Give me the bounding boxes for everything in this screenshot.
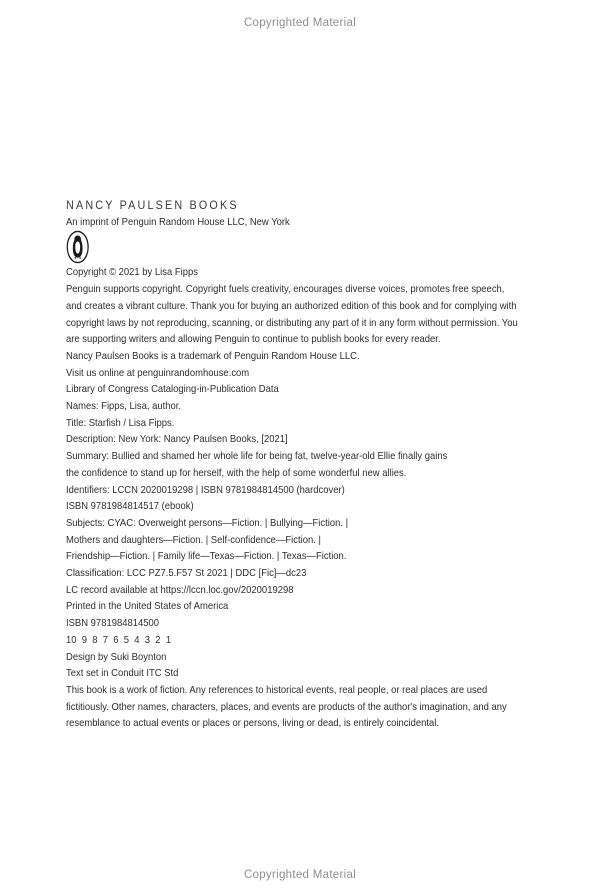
imprint-line: An imprint of Penguin Random House LLC, New York (66, 215, 290, 228)
cip-line: Subjects: CYAC: Overweight persons—Fiction. | Bullying—Fiction. | (66, 516, 349, 529)
cip-line: Mothers and daughters—Fiction. | Self-confidence—Fiction. | (66, 533, 321, 546)
cip-block (66, 381, 518, 598)
copyright-line: Copyright © 2021 by Lisa Fipps (66, 266, 198, 279)
cip-line: Identifiers: LCCN 2020019298 | ISBN 9781984814500 (hardcover) (66, 483, 345, 496)
print-run-line: 10 9 8 7 6 5 4 3 2 1 (66, 633, 172, 646)
cip-line: Title: Starfish / Lisa Fipps. (66, 416, 175, 429)
cip-line: Names: Fipps, Lisa, author. (66, 400, 182, 413)
copyright-page-content (66, 197, 518, 732)
cip-line: Friendship—Fiction. | Family life—Texas—Fiction. | Texas—Fiction. (66, 550, 347, 563)
watermark-bottom: Copyrighted Material (243, 869, 357, 881)
colophon-block (66, 649, 518, 733)
cip-line: Classification: LCC PZ7.5.F57 St 2021 | DDC [Fic]—dc23 (66, 567, 307, 580)
trademark-line: Nancy Paulsen Books is a trademark of Penguin Random House LLC. (66, 349, 360, 362)
typeface-credit: Text set in Conduit ITC Std (66, 667, 179, 680)
cip-line: Description: New York: Nancy Paulsen Books, [2021] (66, 433, 288, 446)
publisher-name: NANCY PAULSEN BOOKS (66, 198, 239, 212)
copyright-notice: Penguin supports copyright. Copyright fuels creativity, encourages diverse voices, promotes free speech, and creates a vibrant culture. Thank you for buying an authorized edition of this book and for complying with copyright laws by not reproducing, scanning, or distributing any part of it in any form without permission. You are supporting writers and allowing Penguin to continue to publish books for every reader. (66, 283, 518, 346)
printing-block (66, 598, 518, 648)
watermark-top: Copyrighted Material (243, 17, 357, 29)
cip-line: LC record available at https://lccn.loc.gov/2020019298 (66, 583, 294, 596)
cip-line: Summary: Bullied and shamed her whole life for being fat, twelve-year-old Ellie finally gains (66, 450, 448, 463)
cip-line: the confidence to stand up for herself, with the help of some wonderful new allies. (66, 466, 407, 479)
isbn-line: ISBN 9781984814500 (66, 617, 160, 630)
cip-line: ISBN 9781984814517 (ebook) (66, 500, 194, 513)
penguin-logo-icon (66, 230, 518, 264)
website-line: Visit us online at penguinrandomhouse.com (66, 366, 250, 379)
cip-heading: Library of Congress Cataloging-in-Publication Data (66, 383, 279, 396)
printed-in-line: Printed in the United States of America (66, 600, 229, 613)
fiction-disclaimer: This book is a work of fiction. Any references to historical events, real people, or real places are used fictitiously. Other names, characters, places, and events are products of the author's imagination, and any resemblance to actual events or places or persons, living or dead, is entirely coincidental. (66, 683, 507, 730)
design-credit: Design by Suki Boynton (66, 650, 167, 663)
